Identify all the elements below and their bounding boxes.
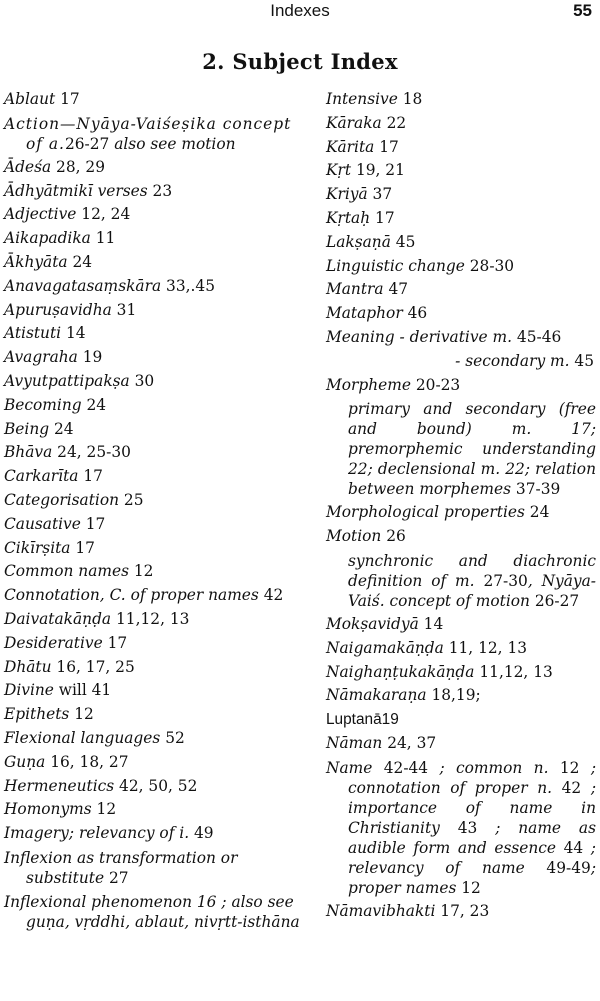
index-entry: Apuruṣavidha 31 — [4, 300, 137, 319]
index-subentry: primary and secondary (free and bound) m. 17; premorphemic understanding 22; declensional m. 22; relation between morphemes 37-39 — [348, 400, 596, 499]
index-entry: Dhātu 16, 17, 25 — [4, 657, 135, 676]
index-entry: Carkarīta 17 — [4, 467, 103, 486]
index-entry: Homonyms 12 — [4, 800, 117, 819]
index-entry: Daivatakāṇḍa 11,12, 13 — [4, 609, 190, 628]
index-entry: Kārita 17 — [326, 137, 399, 156]
index-entry: Action—Nyāya-Vaiśeṣika concept of a.26-27 also see motion — [4, 114, 292, 153]
index-entry: Atistuti 14 — [4, 324, 86, 343]
index-entry: Morphological properties 24 — [326, 503, 550, 522]
index-entry: Ākhyāta 24 — [4, 252, 93, 271]
index-entry: Guṇa 16, 18, 27 — [4, 752, 129, 771]
index-entry: Connotation, C. of proper names 42 — [4, 586, 284, 605]
index-entry: Kriyā 37 — [326, 185, 393, 204]
index-column-right — [326, 88, 596, 924]
index-entry: Mokṣavidyā 14 — [326, 614, 444, 633]
index-subentry: - secondary m. 45 — [455, 351, 594, 370]
index-entry: Flexional languages 52 — [4, 728, 185, 747]
index-entry: Lakṣaṇā 45 — [326, 232, 416, 251]
index-entry: Intensive 18 — [326, 90, 423, 108]
index-column-left — [4, 88, 300, 934]
index-entry: Becoming 24 — [4, 395, 107, 414]
index-entry: Kāraka 22 — [326, 113, 407, 132]
index-entry: Meaning - derivative m. 45-46 — [326, 327, 562, 346]
index-entry: Ādhyātmikī verses 23 — [4, 181, 173, 200]
section-title: 2. Subject Index — [202, 49, 398, 74]
index-entry: Mantra 47 — [326, 280, 409, 299]
index-entry: Avagraha 19 — [4, 348, 103, 367]
index-entry: Common names 12 — [4, 562, 154, 581]
index-entry: Divine will 41 — [4, 681, 112, 700]
running-title: Indexes — [270, 1, 330, 20]
index-entry: Adjective 12, 24 — [4, 205, 131, 224]
index-entry: Mataphor 46 — [326, 304, 428, 323]
index-subentry: synchronic and diachronic definition of m. 27-30, Nyāya-Vaiś. concept of motion 26-27 — [348, 551, 596, 610]
index-entry: Anavagatasaṃskāra 33,.45 — [4, 276, 215, 295]
index-entry: Imagery; relevancy of i. 49 — [4, 824, 214, 843]
index-entry: Avyutpattipakṣa 30 — [4, 371, 155, 390]
index-entry: Kṛt 19, 21 — [326, 161, 405, 180]
index-entry: Inflexional phenomenon 16 ; also see guṇa, vṛddhi, ablaut, nivṛtt-isthāna — [4, 892, 300, 931]
index-entry: Epithets 12 — [4, 705, 94, 724]
index-entry: Naighaṇṭukakāṇḍa 11,12, 13 — [326, 662, 553, 681]
index-entry: Inflexion as transformation or substitute 27 — [4, 848, 238, 887]
index-entry: Being 24 — [4, 419, 74, 438]
index-entry: Ablaut 17 — [4, 90, 80, 108]
index-entry: Categorisation 25 — [4, 490, 144, 509]
index-entry: Nāmavibhakti 17, 23 — [326, 901, 490, 920]
index-entry: Causative 17 — [4, 514, 106, 533]
index-entry: Morpheme 20-23 — [326, 375, 461, 394]
index-entry: Hermeneutics 42, 50, 52 — [4, 776, 198, 795]
index-entry: Ādeśa 28, 29 — [4, 157, 106, 176]
index-entry: Bhāva 24, 25-30 — [4, 443, 131, 462]
index-entry: Kṛtaḥ 17 — [326, 208, 395, 227]
page-header — [0, 0, 600, 28]
index-entry: Cikīrṣita 17 — [4, 538, 95, 557]
index-entry: Name 42-44 ; common n. 12 ; connotation of proper n. 42 ; importance of name in Christianity 43 ; name as audible form and essence 44 ; relevancy of name 49-49; proper names 12 — [326, 758, 597, 897]
page-number: 55 — [573, 1, 592, 20]
index-entry: Naigamakāṇḍa 11, 12, 13 — [326, 638, 528, 657]
index-entry: Linguistic change 28-30 — [326, 256, 515, 275]
index-entry: Desiderative 17 — [4, 633, 128, 652]
index-entry: Nāmakaraṇa 18,19; — [326, 686, 481, 705]
index-entry: Motion 26 — [326, 527, 406, 546]
index-entry: Aikapadika 11 — [4, 229, 116, 248]
index-entry: Luptanā19 — [326, 711, 399, 729]
index-entry: Nāman 24, 37 — [326, 733, 437, 752]
